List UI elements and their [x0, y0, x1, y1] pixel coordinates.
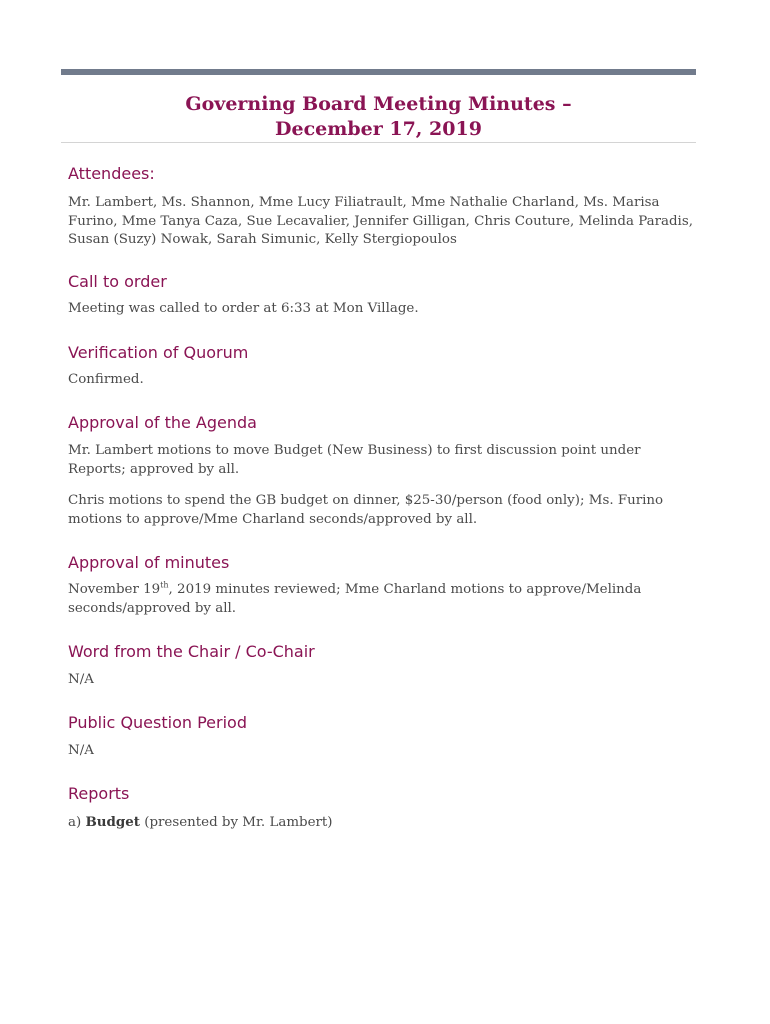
section-approval-of-agenda: [68, 412, 693, 529]
minutes-date-prefix: November 19: [68, 582, 161, 597]
section-heading: Attendees:: [68, 164, 155, 183]
section-paragraph: Chris motions to spend the GB budget on dinner, $25-30/person (food only); Ms. Furino motions to approve/Mme Charland seconds/approved by all.: [68, 493, 664, 527]
section-paragraph: Confirmed.: [68, 372, 144, 387]
section-heading: Word from the Chair / Co-Chair: [68, 642, 315, 661]
document-title: [61, 92, 696, 142]
section-heading: Approval of minutes: [68, 553, 230, 572]
top-rule: [61, 69, 696, 75]
section-call-to-order: [68, 271, 693, 319]
section-paragraph: [68, 581, 693, 618]
title-line-1: Governing Board Meeting Minutes –: [185, 93, 572, 115]
section-heading: Reports: [68, 784, 130, 803]
section-word-from-chair: [68, 641, 693, 690]
section-heading: Verification of Quorum: [68, 343, 249, 362]
title-underline: [61, 142, 696, 143]
section-paragraph: N/A: [68, 672, 94, 687]
title-line-2: December 17, 2019: [275, 118, 482, 140]
attendees-list: Mr. Lambert, Ms. Shannon, Mme Lucy Filiatrault, Mme Nathalie Charland, Ms. Marisa Furino, Mme Tanya Caza, Sue Lecavalier, Jennifer Gilligan, Chris Couture, Melinda Paradis, Susan (Suzy) Nowak, Sarah Simunic, Kelly Stergiopoulos: [68, 195, 693, 247]
section-heading: Public Question Period: [68, 713, 247, 732]
section-paragraph: Mr. Lambert motions to move Budget (New Business) to first discussion point under Reports; approved by all.: [68, 443, 641, 477]
ordinal-suffix: th: [160, 580, 169, 590]
section-attendees: [68, 163, 693, 250]
section-public-question-period: [68, 712, 693, 761]
section-heading: Call to order: [68, 272, 167, 291]
section-reports: [68, 783, 693, 833]
section-verification-of-quorum: [68, 342, 693, 390]
section-paragraph: N/A: [68, 743, 94, 758]
section-approval-of-minutes: [68, 552, 693, 618]
report-title: Budget: [85, 814, 140, 830]
section-paragraph: Meeting was called to order at 6:33 at Mon Village.: [68, 301, 419, 316]
report-presenter: (presented by Mr. Lambert): [139, 815, 333, 830]
section-heading: Approval of the Agenda: [68, 413, 257, 432]
report-prefix: a): [68, 815, 86, 830]
report-item: [68, 813, 693, 833]
minutes-text: , 2019 minutes reviewed; Mme Charland motions to approve/Melinda seconds/approved by all.: [68, 582, 642, 616]
